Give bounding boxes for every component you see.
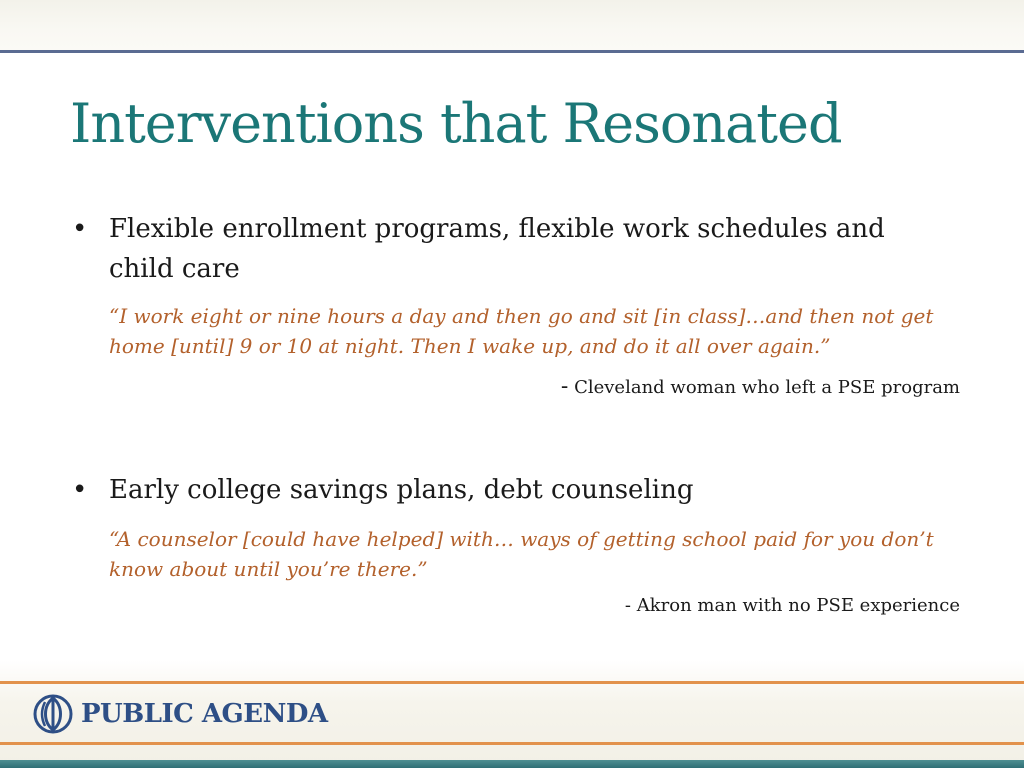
header-rule [0,50,1024,53]
logo-text: PUBLIC AGENDA [81,699,328,729]
attribution-text: Akron man with no PSE experience [636,595,960,616]
globe-icon [33,694,73,734]
header-band [0,0,1024,50]
bullet-item-1 [72,209,940,289]
attribution-dash: - [560,374,569,399]
quote-2: “A counselor [could have helped] with… ways of getting school paid for you don’t know about until you’re there.” [109,527,934,581]
footer-rule-bottom [0,742,1024,745]
footer-rule-top [0,681,1024,684]
quote-1: “I work eight or nine hours a day and then go and sit [in class]…and then not get home [until] 9 or 10 at night. Then I wake up, and do it all over again.” [109,304,934,358]
bullet-item-2 [72,470,940,510]
bullet-marker: • [72,475,88,505]
bullet-text: Flexible enrollment programs, flexible work schedules and child care [109,214,885,284]
bullet-text: Early college savings plans, debt counseling [109,475,694,505]
attribution-text: Cleveland woman who left a PSE program [574,377,960,398]
attribution-dash: - [624,595,631,616]
attribution-2 [625,592,960,620]
footer-base-stripe [0,760,1024,768]
bullet-marker: • [72,214,88,244]
slide-title: Interventions that Resonated [70,92,842,155]
public-agenda-logo [33,694,328,734]
attribution-1 [561,373,960,402]
